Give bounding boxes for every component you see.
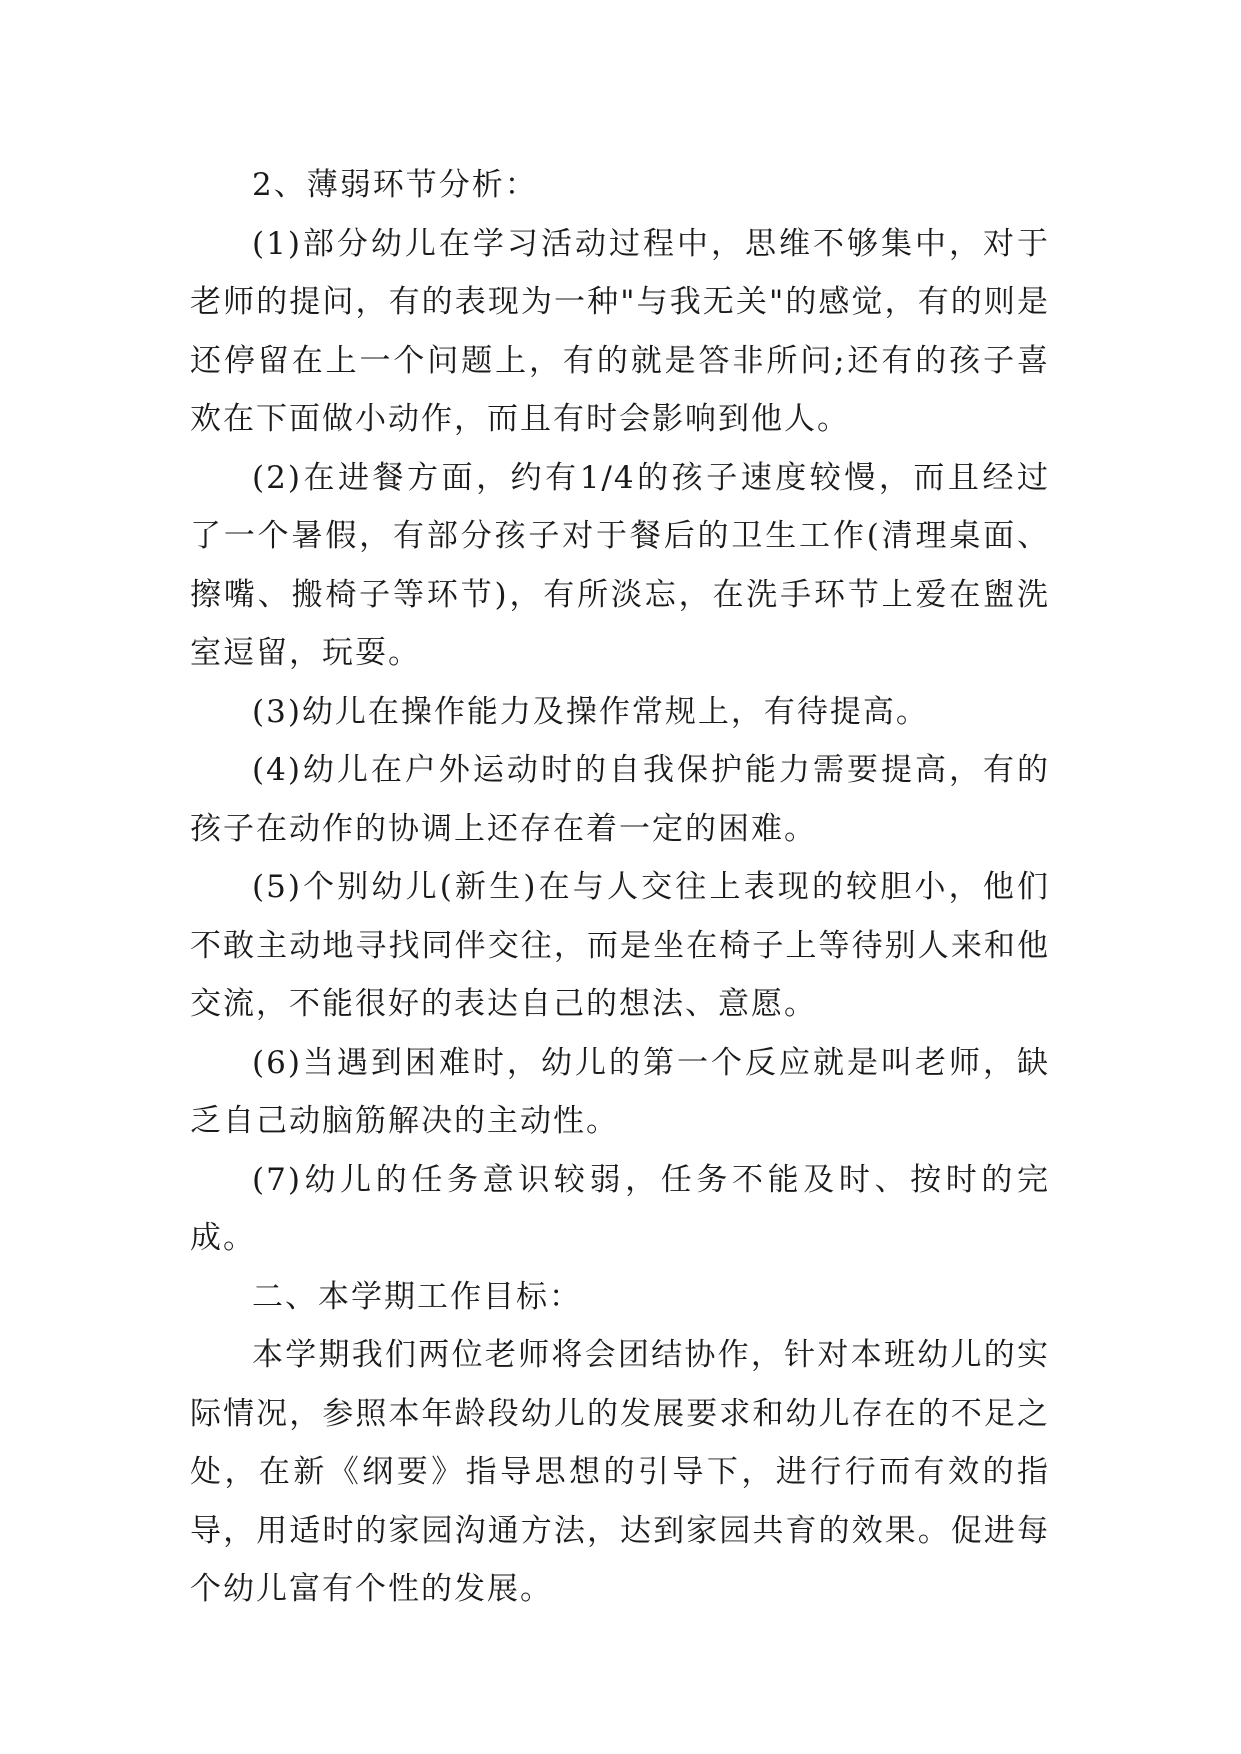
paragraph-item-7: (7)幼儿的任务意识较弱，任务不能及时、按时的完成。 bbox=[190, 1161, 1050, 1256]
paragraph-goals-body: 本学期我们两位老师将会团结协作，针对本班幼儿的实际情况，参照本年龄段幼儿的发展要求和幼儿存在的不足之处，在新《纲要》指导思想的引导下，进行行而有效的指导，用适时的家园沟通方法，达到家园共育的效果。促进每个幼儿富有个性的发展。 bbox=[190, 1337, 1050, 1607]
paragraph-item-4: (4)幼儿在户外运动时的自我保护能力需要提高，有的孩子在动作的协调上还存在着一定的困难。 bbox=[190, 752, 1050, 847]
paragraph-item-3: (3)幼儿在操作能力及操作常规上，有待提高。 bbox=[252, 693, 929, 730]
paragraph-item-6: (6)当遇到困难时，幼儿的第一个反应就是叫老师，缺乏自己动脑筋解决的主动性。 bbox=[190, 1044, 1050, 1139]
paragraph-item-2: (2)在进餐方面，约有1/4的孩子速度较慢，而且经过了一个暑假，有部分孩子对于餐后的卫生工作(清理桌面、擦嘴、搬椅子等环节)，有所淡忘，在洗手环节上爱在盥洗室逗留，玩耍。 bbox=[190, 459, 1050, 671]
document-body bbox=[190, 156, 1050, 1619]
paragraph-goals-heading: 二、本学期工作目标： bbox=[252, 1278, 582, 1315]
paragraph-item-5: (5)个别幼儿(新生)在与人交往上表现的较胆小，他们不敢主动地寻找同伴交往，而是坐在椅子上等待别人来和他交流，不能很好的表达自己的想法、意愿。 bbox=[190, 869, 1050, 1022]
paragraph-weak-links-heading: 2、薄弱环节分析： bbox=[252, 167, 538, 203]
paragraph-item-1: (1)部分幼儿在学习活动过程中，思维不够集中，对于老师的提问，有的表现为一种"与我无关"的感觉，有的则是还停留在上一个问题上，有的就是答非所问;还有的孩子喜欢在下面做小动作，而且有时会影响到他人。 bbox=[190, 225, 1050, 437]
